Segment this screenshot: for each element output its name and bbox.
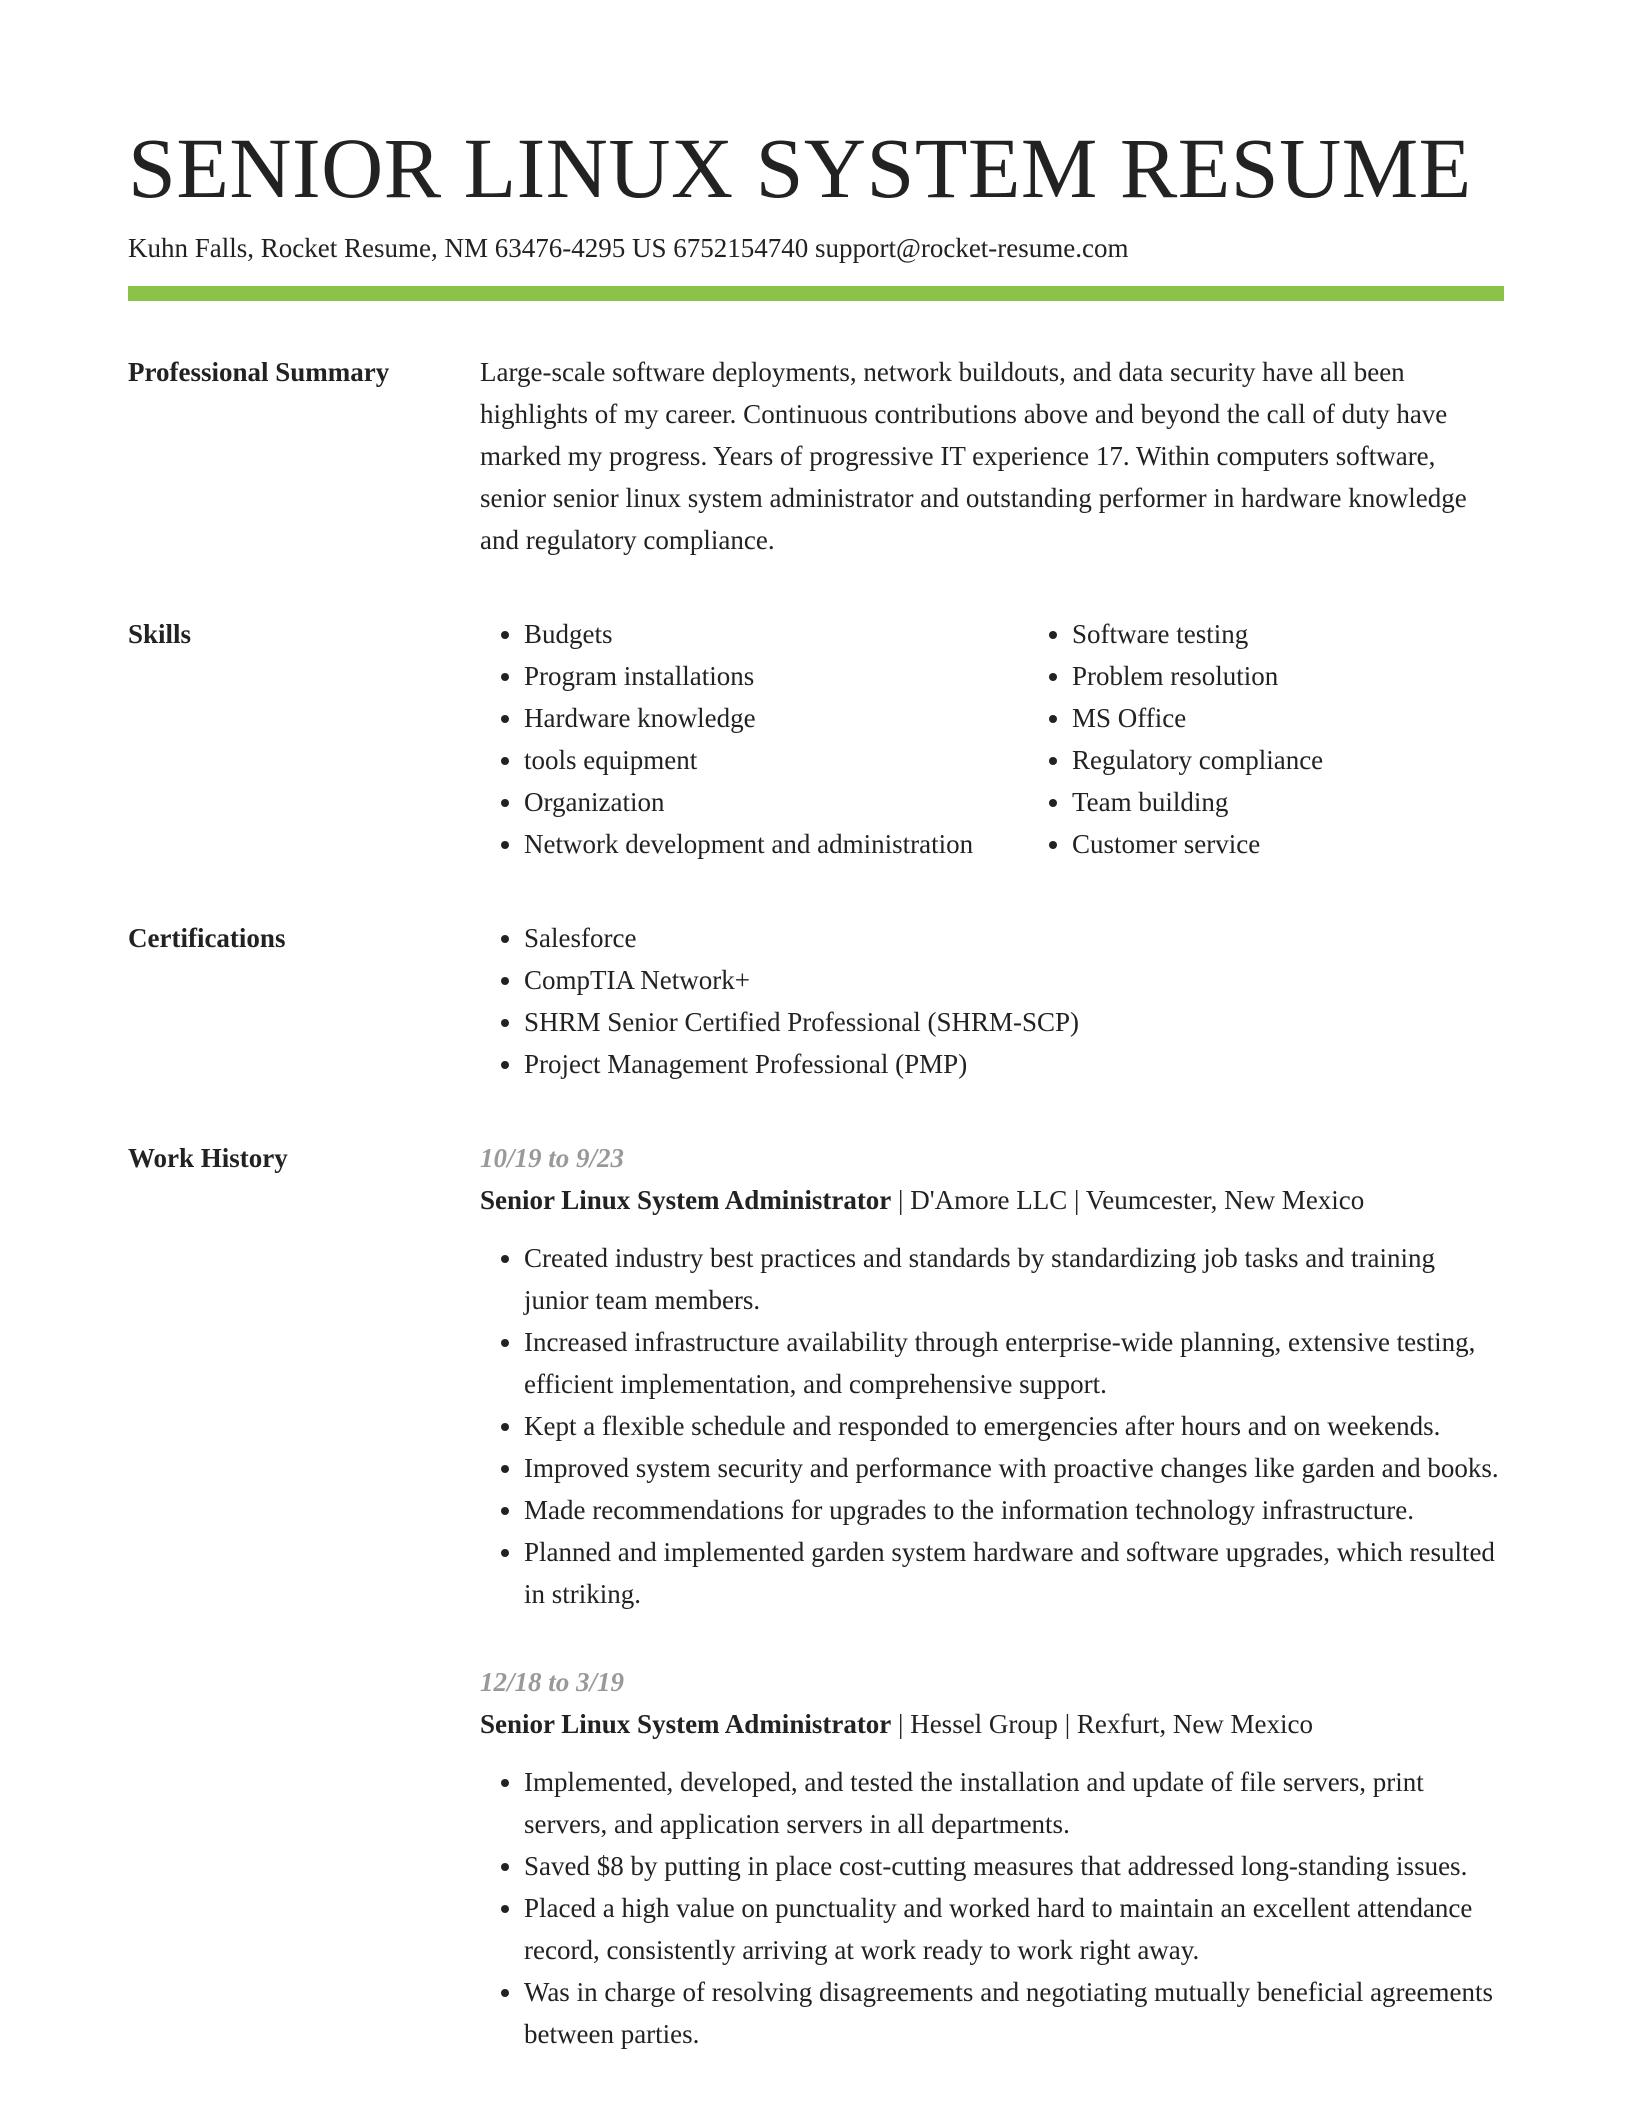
job-entry <box>480 1137 1504 1615</box>
job-bullet: • Increased infrastructure availability through enterprise-wide planning, extensive testing, efficient implementation, and comprehensive support. <box>524 1321 1504 1405</box>
job-entry <box>480 1661 1504 2055</box>
job-separator: | <box>898 1185 911 1215</box>
summary-text: Large-scale software deployments, network buildouts, and data security have all been highlights of my career. Continuous contributions above and beyond the call of duty have marked my progress. Years of progressive IT experience 17. Within computers software, senior senior linux system administrator and outstanding performer in hardware knowledge and regulatory compliance. <box>480 357 1467 555</box>
job-bullets <box>480 1761 1504 2055</box>
job-dates: 10/19 to 9/23 <box>480 1143 625 1173</box>
contact-address: Kuhn Falls, Rocket Resume, NM 63476-4295 US <box>128 233 667 263</box>
job-bullet: • Made recommendations for upgrades to the information technology infrastructure. <box>524 1489 1504 1531</box>
skills-body <box>480 613 1552 865</box>
job-location: Veumcester, New Mexico <box>1085 1185 1365 1215</box>
certifications-list <box>480 917 1504 1085</box>
certification-item: • SHRM Senior Certified Professional (SHRM-SCP) <box>524 1001 1504 1043</box>
skill-item: • Organization <box>524 781 1028 823</box>
section-label-summary: Professional Summary <box>128 357 390 387</box>
section-label-work-history: Work History <box>128 1143 288 1173</box>
certification-item: • Salesforce <box>524 917 1504 959</box>
job-bullet: • Saved $8 by putting in place cost-cutting measures that addressed long-standing issues. <box>524 1845 1504 1887</box>
summary-body <box>480 351 1504 561</box>
job-bullet: • Planned and implemented garden system hardware and software upgrades, which resulted in striking. <box>524 1531 1504 1615</box>
skill-item: • Team building <box>1072 781 1552 823</box>
job-title: Senior Linux System Administrator <box>480 1709 892 1739</box>
section-label-certifications: Certifications <box>128 923 286 953</box>
skill-item: • Software testing <box>1072 613 1552 655</box>
job-company: D'Amore LLC <box>910 1185 1068 1215</box>
resume-title: SENIOR LINUX SYSTEM RESUME <box>128 120 1472 216</box>
job-bullet: • Implemented, developed, and tested the installation and update of file servers, print servers, and application servers in all departments. <box>524 1761 1504 1845</box>
job-bullet: • Kept a flexible schedule and responded to emergencies after hours and on weekends. <box>524 1405 1504 1447</box>
skill-item: • Program installations <box>524 655 1028 697</box>
job-heading <box>480 1179 1504 1221</box>
job-bullet: • Was in charge of resolving disagreements and negotiating mutually beneficial agreements between parties. <box>524 1971 1504 2055</box>
job-bullets <box>480 1237 1504 1615</box>
contact-email: support@rocket-resume.com <box>814 233 1129 263</box>
skill-item: • tools equipment <box>524 739 1028 781</box>
job-separator: | <box>1074 1185 1086 1215</box>
job-company: Hessel Group <box>910 1709 1058 1739</box>
section-summary <box>128 351 1504 561</box>
job-title: Senior Linux System Administrator <box>480 1185 892 1215</box>
accent-divider <box>128 286 1504 301</box>
job-bullet: • Created industry best practices and standards by standardizing job tasks and training junior team members. <box>524 1237 1504 1321</box>
skills-list-right <box>1028 613 1552 865</box>
skills-list-left <box>480 613 1028 865</box>
skill-item: • Regulatory compliance <box>1072 739 1552 781</box>
section-work-history <box>128 1137 1504 2055</box>
section-skills <box>128 613 1504 865</box>
skill-item: • Budgets <box>524 613 1028 655</box>
skill-item: • Customer service <box>1072 823 1552 865</box>
certification-item: • Project Management Professional (PMP) <box>524 1043 1504 1085</box>
section-certifications <box>128 917 1504 1085</box>
contact-phone: 6752154740 <box>673 233 809 263</box>
skill-item: • MS Office <box>1072 697 1552 739</box>
contact-line <box>128 230 1504 266</box>
certification-item: • CompTIA Network+ <box>524 959 1504 1001</box>
skill-item: • Problem resolution <box>1072 655 1552 697</box>
job-bullet: • Placed a high value on punctuality and worked hard to maintain an excellent attendance record, consistently arriving at work ready to work right away. <box>524 1887 1504 1971</box>
work-history-body <box>480 1137 1504 2055</box>
skill-item: • Hardware knowledge <box>524 697 1028 739</box>
job-dates: 12/18 to 3/19 <box>480 1667 625 1697</box>
job-separator: | <box>1064 1709 1077 1739</box>
job-bullet: • Improved system security and performance with proactive changes like garden and books. <box>524 1447 1504 1489</box>
skill-item: • Network development and administration <box>524 823 1028 865</box>
job-heading <box>480 1703 1504 1745</box>
job-location: Rexfurt, New Mexico <box>1076 1709 1314 1739</box>
resume-page <box>128 118 1504 2055</box>
section-label-skills: Skills <box>128 619 192 649</box>
job-separator: | <box>898 1709 911 1739</box>
certifications-body <box>480 917 1504 1085</box>
